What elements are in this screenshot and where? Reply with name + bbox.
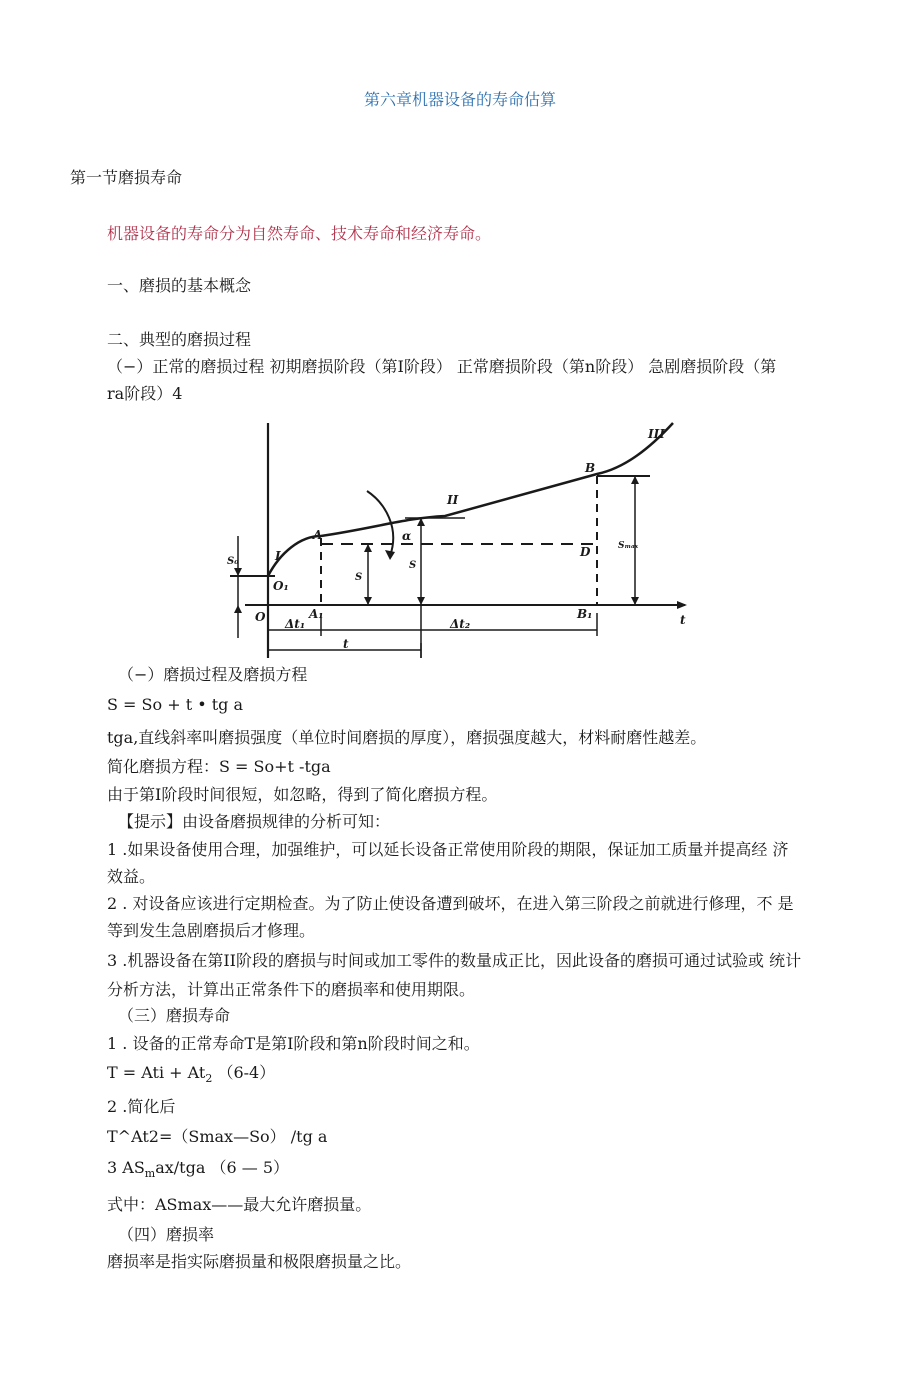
label-stage-I: I <box>275 549 281 563</box>
label-B1: B₁ <box>577 607 593 621</box>
item-2-line1: 2 . 对设备应该进行定期检查。为了防止使设备遭到破坏，在进入第三阶段之前就进行修理，不 是 <box>107 894 794 913</box>
life-item-2: 2 .简化后 <box>107 1097 176 1116</box>
label-B: B <box>585 461 596 475</box>
label-dt1: Δt₁ <box>285 617 306 631</box>
heading-wear-life: （三）磨损寿命 <box>118 1006 231 1025</box>
item-1-line1: 1 .如果设备使用合理，加强维护，可以延长设备正常使用阶段的期限，保证加工质量并提高经 济 <box>107 840 789 859</box>
equation-3-sub: m <box>144 1167 156 1181</box>
life-item-1: 1 . 设备的正常寿命T是第I阶段和第n阶段时间之和。 <box>107 1034 480 1053</box>
item-3-line2: 分析方法，计算出正常条件下的磨损率和使用期限。 <box>107 980 476 999</box>
label-O: O <box>255 610 266 624</box>
paragraph-simplify: 由于第I阶段时间很短，如忽略，得到了简化磨损方程。 <box>107 785 498 804</box>
heading-basic-concept: 一、磨损的基本概念 <box>107 276 252 295</box>
label-stage-III: III <box>648 427 665 441</box>
equation-3-prefix: 3 AS <box>107 1158 145 1177</box>
item-1-line2: 效益。 <box>107 867 156 886</box>
label-A1: A₁ <box>309 607 324 621</box>
heading-typical-process: 二、典型的磨损过程 <box>107 330 252 349</box>
label-alpha: α <box>402 529 412 543</box>
equation-simplified: 简化磨损方程：S = So+t -tga <box>107 757 331 776</box>
equation-T-main: T = Ati + At <box>107 1063 206 1082</box>
stage-description-line1: （−）正常的磨损过程 初期磨损阶段（第I阶段） 正常磨损阶段（第n阶段） 急剧磨损阶段（第 <box>107 357 777 376</box>
label-s0: S₀ <box>227 556 239 567</box>
equation-3 <box>107 1158 289 1184</box>
paragraph-tga: tga,直线斜率叫磨损强度（单位时间磨损的厚度），磨损强度越大，材料耐磨性越差。 <box>107 728 707 747</box>
item-3-line1: 3 .机器设备在第II阶段的磨损与时间或加工零件的数量成正比，因此设备的磨损可通过试验或 统计 <box>107 951 802 970</box>
hint-line: 【提示】由设备磨损规律的分析可知： <box>118 812 391 831</box>
heading-wear-equation: （−）磨损过程及磨损方程 <box>118 665 308 684</box>
label-A: A <box>313 528 323 542</box>
stage-description-line2: ra阶段）4 <box>107 384 183 403</box>
intro-paragraph: 机器设备的寿命分为自然寿命、技术寿命和经济寿命。 <box>107 224 492 243</box>
label-O1: O₁ <box>273 579 289 593</box>
equation-3-rest: ax/tga （6 — 5） <box>155 1158 290 1177</box>
wear-rate-definition: 磨损率是指实际磨损量和极限磨损量之比。 <box>107 1252 412 1271</box>
label-stage-II: II <box>447 493 459 507</box>
label-D: D <box>580 545 591 559</box>
equation-T <box>107 1063 275 1089</box>
wear-curve-diagram <box>225 418 695 660</box>
label-smax: Sₘₐₓ <box>618 541 639 551</box>
label-dt2: Δt₂ <box>450 617 471 631</box>
item-2-line2: 等到发生急剧磨损后才修理。 <box>107 921 316 940</box>
equation-T2: T^At2=（Smax—So） /tg a <box>107 1127 328 1146</box>
label-s-mid: S <box>355 572 363 583</box>
equation-1: S = So + t • tg a <box>107 695 244 714</box>
equation-T-sub: 2 <box>205 1072 213 1086</box>
label-t-axis: t <box>680 613 686 627</box>
section-heading: 第一节磨损寿命 <box>70 168 183 187</box>
heading-wear-rate: （四）磨损率 <box>118 1225 215 1244</box>
definition-smax: 式中：ASmax——最大允许磨损量。 <box>107 1195 372 1214</box>
x-axis-arrow <box>677 601 687 609</box>
page-title: 第六章机器设备的寿命估算 <box>363 90 556 109</box>
equation-T-ref: （6-4） <box>212 1063 276 1082</box>
wear-curve <box>268 423 673 576</box>
label-s: S <box>409 560 417 571</box>
label-t: t <box>343 637 349 651</box>
